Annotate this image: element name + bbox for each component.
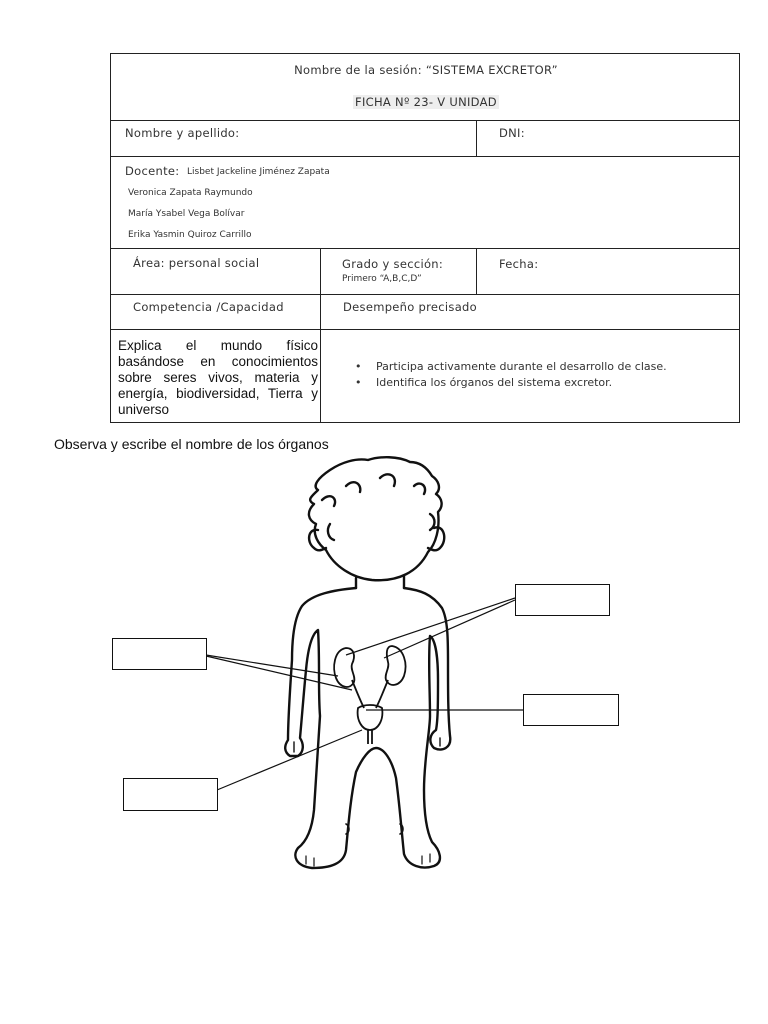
sheet-number: FICHA Nº 23- V UNIDAD <box>355 95 497 109</box>
pointer-lines <box>206 598 523 790</box>
competence-header: Competencia /Capacidad <box>133 300 284 314</box>
teacher-name: María Ysabel Vega Bolívar <box>128 209 245 219</box>
performance-header: Desempeño precisado <box>343 300 477 314</box>
answer-box-kidneys[interactable] <box>112 638 207 670</box>
kidney-left-icon <box>334 648 354 687</box>
head-outline <box>309 457 442 580</box>
body-outline <box>285 588 450 868</box>
dni-label: DNI: <box>499 126 525 140</box>
competence-description: Explica el mundo físico basándose en conocimientos sobre seres vivos, materia y energía, biodiversidad, Tierra y universo <box>118 338 318 417</box>
list-item: • Participa activamente durante el desarrollo de clase. <box>376 359 667 375</box>
date-label: Fecha: <box>499 257 539 271</box>
ureter-icon <box>376 680 388 708</box>
urethra-icon <box>368 730 372 744</box>
name-label: Nombre y apellido: <box>125 126 240 140</box>
instruction-text: Observa y escribe el nombre de los órganos <box>54 436 329 452</box>
teacher-label: Docente: <box>125 164 180 178</box>
area-label: Área: personal social <box>133 256 260 270</box>
session-label: Nombre de la sesión: <box>294 63 422 77</box>
answer-box-urethra[interactable] <box>123 778 218 811</box>
teacher-name: Lisbet Jackeline Jiménez Zapata <box>187 167 330 177</box>
bladder-icon <box>358 705 383 730</box>
answer-box-bladder[interactable] <box>523 694 619 726</box>
list-item: • Identifica los órganos del sistema excretor. <box>376 375 667 391</box>
grade-label: Grado y sección: <box>342 257 444 271</box>
excretory-organs <box>334 646 405 744</box>
kidney-right-icon <box>386 646 406 685</box>
teacher-name: Erika Yasmin Quiroz Carrillo <box>128 230 252 240</box>
ureter-icon <box>352 680 364 708</box>
teacher-name: Veronica Zapata Raymundo <box>128 188 253 198</box>
grade-value: Primero “A,B,C,D” <box>342 274 422 284</box>
session-name: “SISTEMA EXCRETOR” <box>425 63 558 77</box>
answer-box-ureters[interactable] <box>515 584 610 616</box>
